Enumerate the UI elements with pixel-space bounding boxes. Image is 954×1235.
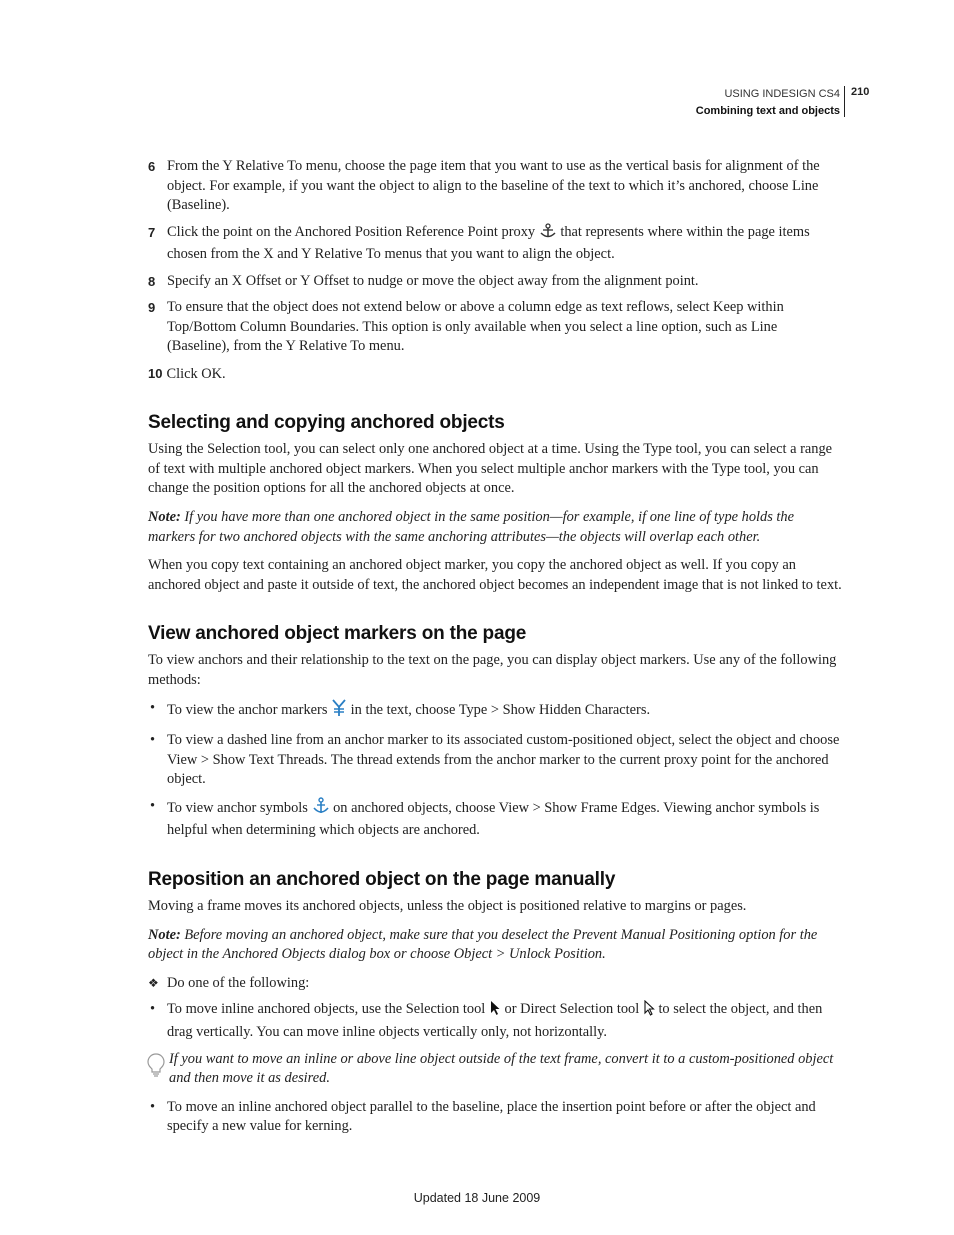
step-number: 10 [148, 365, 163, 381]
bullet-text: on anchored objects, choose View > Show Frame Edges. Viewing anchor symbols is helpful when determining which objects are anchored. [167, 799, 820, 839]
step-text: Specify an X Offset or Y Offset to nudge or move the object away from the alignment point. [167, 272, 699, 289]
list-item [148, 797, 843, 841]
bullet-text: to select the object, and then drag vertically. You can move inline objects vertically only, not horizontally. [167, 1001, 823, 1040]
step-6 [148, 157, 843, 216]
note-label: Note: [148, 508, 181, 525]
lightbulb-icon [146, 1052, 166, 1085]
tip [148, 1050, 843, 1089]
paragraph: When you copy text containing an anchored object marker, you copy the anchored object as well. If you copy an anchored object and paste it outside of text, the anchored object becomes an independent image that is not linked to text. [148, 557, 842, 593]
procedure-item [148, 974, 843, 994]
bullet-icon: • [150, 797, 156, 814]
book-title: USING INDESIGN CS4 [724, 88, 840, 100]
section-heading-reposition: Reposition an anchored object on the page manually [148, 869, 616, 891]
step-10 [148, 364, 843, 385]
step-text: Click the point on the Anchored Position Reference Point proxy [167, 223, 536, 240]
note [148, 926, 843, 965]
step-8 [148, 272, 843, 292]
list-item [148, 699, 843, 724]
paragraph: Moving a frame moves its anchored objects, unless the object is positioned relative to margins or pages. [148, 898, 747, 915]
bullet-icon: • [150, 700, 156, 717]
bullet-text: To view a dashed line from an anchor marker to its associated custom-positioned object, select the object and choose View > Show Text Threads. The thread extends from the anchor marker to the current proxy point for the anchored object. [167, 732, 840, 788]
bullet-text: or Direct Selection tool [504, 1001, 640, 1018]
anchor-proxy-icon [539, 223, 557, 246]
step-number: 8 [148, 273, 156, 289]
step-text: Click OK. [166, 365, 226, 382]
note-text: If you have more than one anchored object in the same position—for example, if one line of type holds the markers for two anchored objects with the same anchoring attributes—the objects will overlap each other. [148, 508, 794, 545]
section-heading-view-markers: View anchored object markers on the page [148, 623, 527, 645]
step-text: To ensure that the object does not extend below or above a column edge as text reflows, select Keep within Top/Bottom Column Boundaries. This option is only available when you select a line option, such as Line (Baseline), from the Y Relative To menu. [167, 298, 784, 355]
header-divider [844, 86, 845, 117]
step-7 [148, 223, 843, 265]
anchor-symbol-icon [312, 797, 330, 822]
bullet-icon: • [150, 1098, 156, 1115]
direct-selection-tool-icon [643, 1000, 655, 1023]
bullet-text: To move inline anchored objects, use the Selection tool [167, 1001, 486, 1018]
page-body [148, 157, 843, 1144]
list-item [148, 1098, 843, 1137]
bullet-text: To view anchor symbols [167, 799, 308, 816]
section-heading-selecting: Selecting and copying anchored objects [148, 412, 505, 434]
note-text: Before moving an anchored object, make sure that you deselect the Prevent Manual Positioning option for the object in the Anchored Objects dialog box or choose Object > Unlock Position. [148, 926, 818, 963]
step-text: From the Y Relative To menu, choose the page item that you want to use as the vertical basis for alignment of the object. For example, if you want the object to align to the baseline of the text to which it’s anchored, choose Line (Baseline). [167, 158, 820, 214]
bullet-icon: • [150, 1001, 156, 1018]
selection-tool-icon [489, 1000, 501, 1023]
note [148, 508, 843, 547]
step-number: 7 [148, 224, 156, 240]
step-number: 9 [148, 299, 156, 315]
bullet-icon: • [150, 732, 156, 749]
bullet-text: To view the anchor markers [167, 702, 328, 719]
procedure-text: Do one of the following: [167, 974, 310, 991]
bullet-text: To move an inline anchored object parallel to the baseline, place the insertion point before or after the object and specify a new value for kerning. [167, 1098, 816, 1135]
step-number: 6 [148, 159, 156, 174]
anchor-marker-icon [331, 699, 347, 724]
page-number: 210 [851, 86, 870, 98]
list-item [148, 1000, 843, 1042]
note-label: Note: [148, 926, 181, 943]
bullet-text: in the text, choose Type > Show Hidden Characters. [350, 702, 651, 719]
tip-text: If you want to move an inline or above line object outside of the text frame, convert it to a custom-positioned object and then move it as desired. [169, 1050, 834, 1087]
footer-updated: Updated 18 June 2009 [413, 1191, 541, 1205]
paragraph: To view anchors and their relationship to the text on the page, you can display object markers. Use any of the following methods: [148, 652, 837, 688]
section-title: Combining text and objects [695, 105, 840, 117]
paragraph: Using the Selection tool, you can select only one anchored object at a time. Using the Type tool, you can select a range of text with multiple anchored object markers. When you select multiple anchor markers with the Type tool, you can change the position options for all the anchored objects at once. [148, 441, 833, 497]
step-9 [148, 298, 843, 357]
running-header [696, 86, 840, 120]
list-item [148, 731, 843, 790]
diamond-bullet-icon: ❖ [148, 975, 159, 990]
step-text: that represents where within the page items chosen from the X and Y Relative To menus that you want to align the object. [167, 223, 810, 263]
